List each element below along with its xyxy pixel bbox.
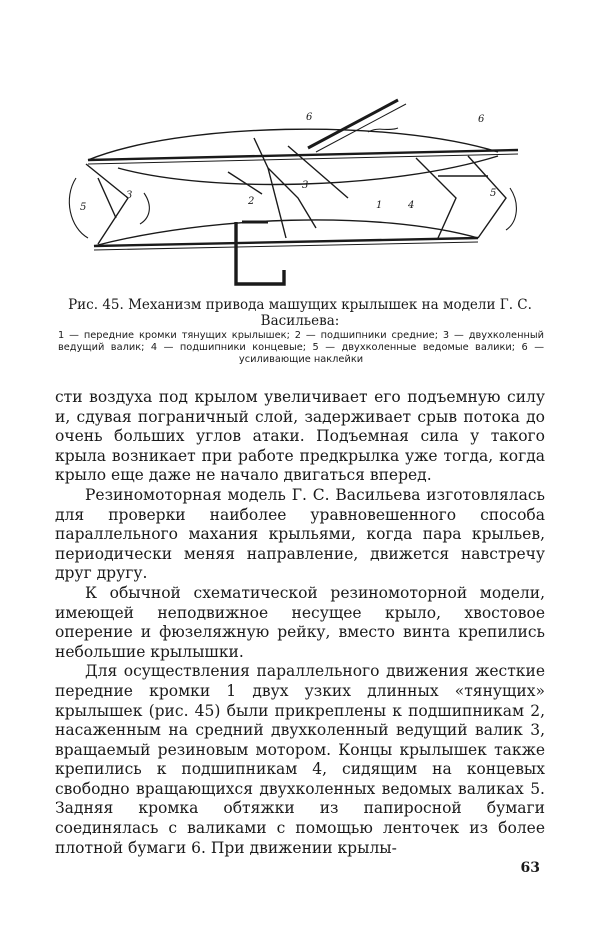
left-crank-link <box>98 178 116 218</box>
clamp-frame <box>236 222 284 284</box>
fuselage-stick-edge <box>316 104 406 152</box>
callout-3-center: 3 <box>302 180 309 191</box>
paragraph-3: К обычной схематической резиномоторной модели, имеющей неподвижное несущее крыло, хвостовое оперение и фюзеляжную рейку, вместо винта крепились небольшие крылышки. <box>55 583 545 661</box>
body-text <box>55 388 545 858</box>
mechanism-figure <box>58 98 528 294</box>
page-number: 63 <box>520 860 540 876</box>
callout-5-right: 5 <box>490 188 497 199</box>
fuselage-stick <box>308 100 398 148</box>
figure-legend <box>58 330 544 366</box>
lower-leading-edge <box>94 238 478 246</box>
figure-caption: Рис. 45. Механизм привода машущих крылышек на модели Г. С. Васильева: <box>68 297 532 329</box>
left-crank <box>86 164 128 244</box>
central-crank-link <box>268 168 286 238</box>
mechanism-drawing <box>58 98 528 294</box>
callout-3-left: 3 <box>126 190 133 201</box>
paragraph-4: Для осуществления параллельного движения жесткие передние кромки 1 двух узких длинных «тянущих» крылышек (рис. 45) были прикреплены к подшипникам 2, насаженным на средний двухколенный ведущий валик 3, вращаемый резиновым мотором. Концы крылышек также крепились к подшипникам 4, сидящим на концевых свободно вращающихся двухколенных ведомых валиках 5. Задняя кромка обтяжки из папиросной бумаги соединялась с валиками с помощью ленточек из более плотной бумаги 6. При движении крылы- <box>55 662 545 857</box>
paragraph-1: сти воздуха под крылом увеличивает его подъемную силу и, сдувая пограничный слой, задерживает срыв потока до очень больших углов атаки. Подъемная сила у такого крыла возникает при работе предкрылка уже тогда, когда крыло еще даже не начало двигаться вперед. <box>55 388 545 485</box>
figure-legend-text: 1 — передние кромки тянущих крылышек; 2 — подшипники средние; 3 — двухколенный ведущий валик; 4 — подшипники концевые; 5 — двухколенные ведомые валики; 6 — усиливающие наклейки <box>58 330 544 365</box>
callout-6-right: 6 <box>478 114 485 125</box>
callout-4: 4 <box>408 200 415 211</box>
callout-2: 2 <box>248 196 255 207</box>
paragraph-2: Резиномоторная модель Г. С. Васильева изготовлялась для проверки наиболее уравновешенного способа параллельного махания крыльями, когда пара крыльев, периодически меняя направление, движется навстречу друг другу. <box>55 485 545 583</box>
callout-1: 1 <box>376 200 383 211</box>
callout-5-left: 5 <box>80 202 87 213</box>
callout-6-top: 6 <box>306 112 313 123</box>
right-crank-right <box>468 156 506 238</box>
left-rotation-arrow-2 <box>140 193 149 224</box>
right-rotation-arrow <box>506 188 516 230</box>
